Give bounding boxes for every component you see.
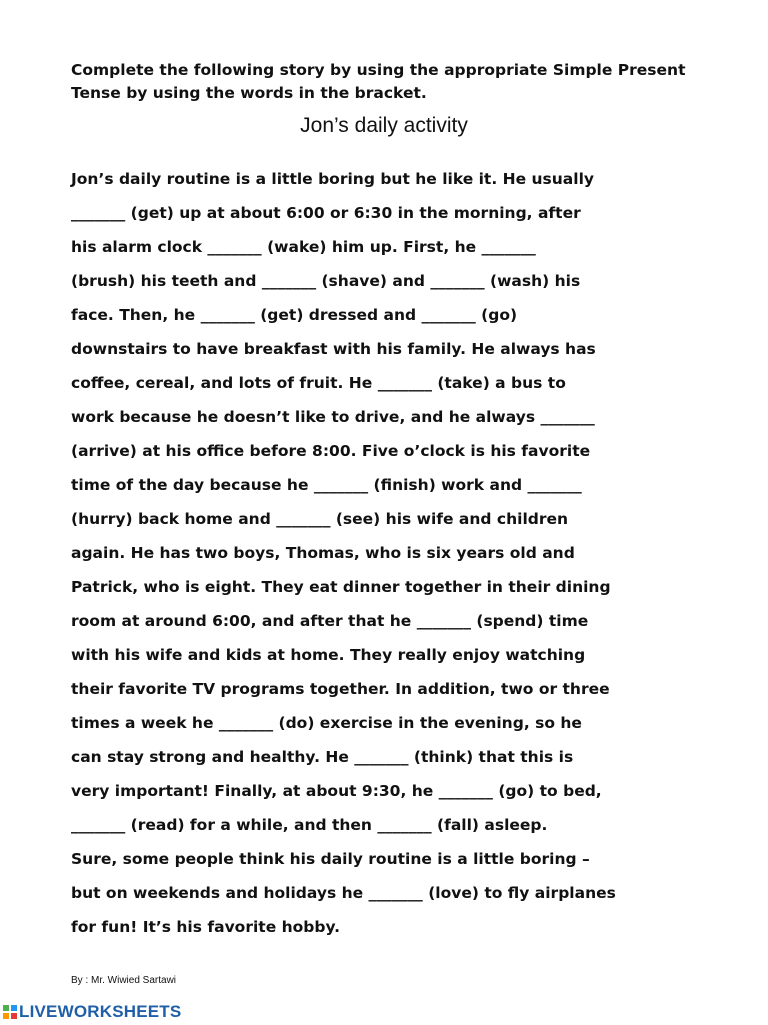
story-text [71,165,711,947]
story-line: for fun! It’s his favorite hobby. [71,918,341,936]
worksheet-title: Jon’s daily activity [300,114,468,137]
story-line: _______ (read) for a while, and then _______ (fall) asleep. [71,816,548,834]
story-line: Jon’s daily routine is a little boring but he like it. He usually [71,170,594,188]
story-line: work because he doesn’t like to drive, and he always _______ [71,408,595,426]
story-line: very important! Finally, at about 9:30, he _______ (go) to bed, [71,782,602,800]
story-line: room at around 6:00, and after that he _______ (spend) time [71,612,589,630]
brand-name: LIVEWORKSHEETS [19,1002,182,1021]
story-line: (hurry) back home and _______ (see) his wife and children [71,510,569,528]
story-line: his alarm clock _______ (wake) him up. First, he _______ [71,238,536,256]
story-line: (brush) his teeth and _______ (shave) and _______ (wash) his [71,272,581,290]
story-line: again. He has two boys, Thomas, who is six years old and [71,544,575,562]
story-line: their favorite TV programs together. In addition, two or three [71,680,610,698]
author-credit: By : Mr. Wiwied Sartawi [71,975,177,986]
story-line: but on weekends and holidays he _______ (love) to fly airplanes [71,884,616,902]
instructions: Complete the following story by using the appropriate Simple Present Tense by using the words in the bracket. [71,61,686,102]
story-line: coffee, cereal, and lots of fruit. He _______ (take) a bus to [71,374,566,392]
story-line: with his wife and kids at home. They really enjoy watching [71,646,586,664]
story-line: downstairs to have breakfast with his family. He always has [71,340,596,358]
liveworksheets-brand[interactable] [2,1001,181,1023]
story-line: face. Then, he _______ (get) dressed and _______ (go) [71,306,518,324]
story-line: can stay strong and healthy. He _______ (think) that this is [71,748,574,766]
story-line: time of the day because he _______ (finish) work and _______ [71,476,582,494]
liveworksheets-logo-icon [2,1004,18,1020]
story-line: Patrick, who is eight. They eat dinner together in their dining [71,578,611,596]
story-line: Sure, some people think his daily routine is a little boring – [71,850,590,868]
story-line: times a week he _______ (do) exercise in the evening, so he [71,714,582,732]
story-line: (arrive) at his office before 8:00. Five o’clock is his favorite [71,442,591,460]
story-line: _______ (get) up at about 6:00 or 6:30 in the morning, after [71,204,581,222]
